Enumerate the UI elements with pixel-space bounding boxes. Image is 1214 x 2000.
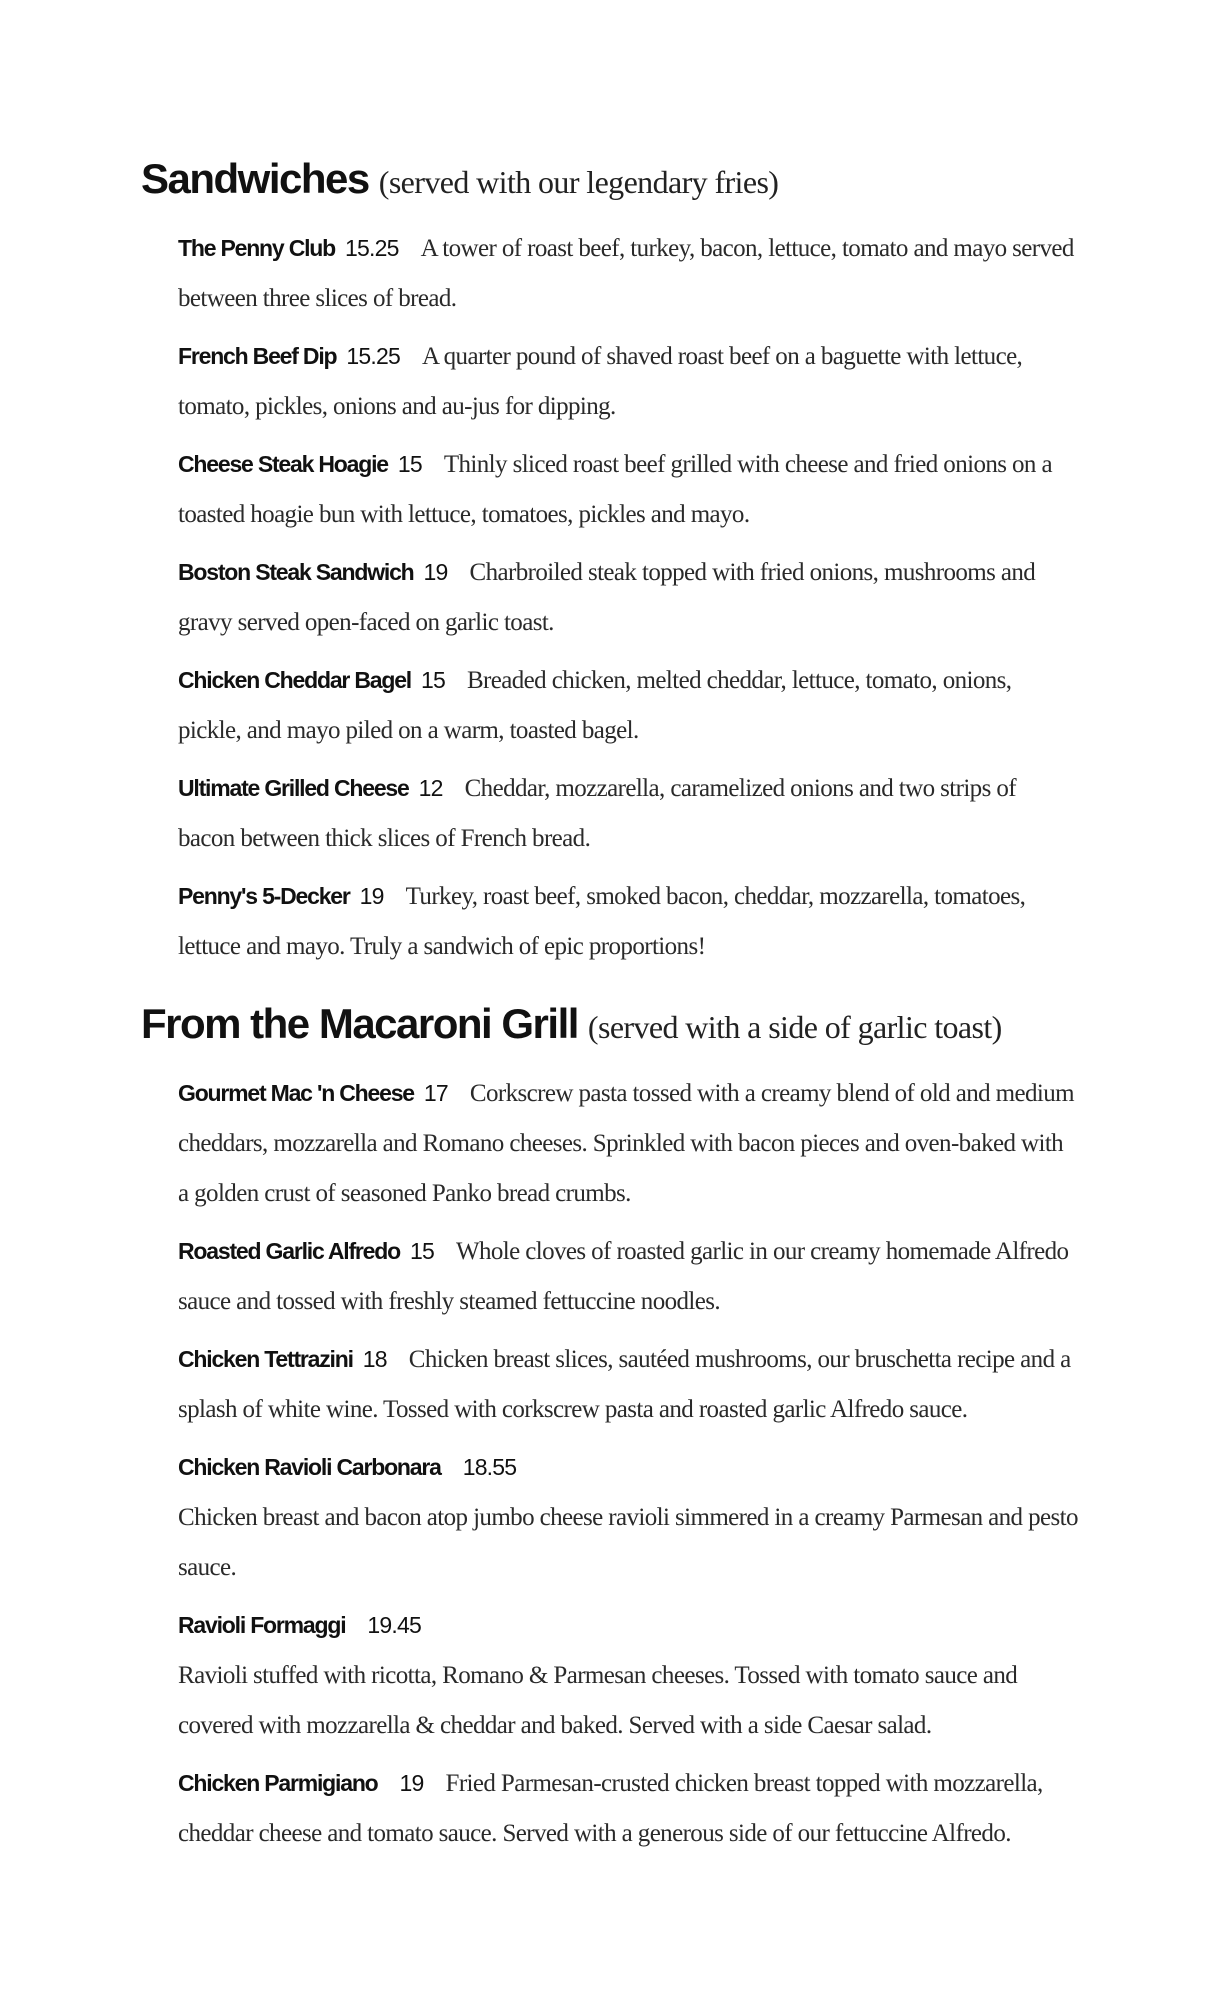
menu-item-boston-steak-sandwich (178, 547, 1078, 648)
menu-item-name: Chicken Parmigiano (178, 1770, 378, 1796)
menu-item-roasted-garlic-alfredo (178, 1226, 1078, 1327)
sandwiches-subtitle: (served with our legendary fries) (378, 164, 779, 200)
menu-item-price: 19 (359, 883, 384, 909)
menu-item-name: Boston Steak Sandwich (178, 559, 414, 585)
menu-item-description: A tower of roast beef, turkey, bacon, lettuce, tomato and mayo served between three slices of bread. (178, 235, 1074, 312)
menu-item-name: The Penny Club (178, 235, 335, 261)
macaroni-grill-subtitle: (served with a side of garlic toast) (587, 1009, 1002, 1045)
menu-item-name: Roasted Garlic Alfredo (178, 1238, 400, 1264)
menu-item-name: Ravioli Formaggi (178, 1612, 346, 1638)
menu-item-name: Chicken Ravioli Carbonara (178, 1454, 441, 1480)
macaroni-grill-heading (141, 1000, 1002, 1047)
macaroni-grill-title: From the Macaroni Grill (141, 1000, 578, 1047)
sandwiches-title: Sandwiches (141, 155, 369, 202)
menu-item-chicken-parmigiano (178, 1758, 1078, 1859)
menu-item-description: Thinly sliced roast beef grilled with cheese and fried onions on a toasted hoagie bun with lettuce, tomatoes, pickles and mayo. (178, 451, 1052, 528)
menu-item-french-beef-dip (178, 331, 1078, 432)
menu-item-chicken-cheddar-bagel (178, 655, 1078, 756)
menu-item-description: Corkscrew pasta tossed with a creamy blend of old and medium cheddars, mozzarella and Romano cheeses. Sprinkled with bacon pieces and oven-baked with a golden crust of seasoned Panko bread crumbs. (178, 1080, 1075, 1207)
menu-item-description: A quarter pound of shaved roast beef on a baguette with lettuce, tomato, pickles, onions and au-jus for dipping. (178, 343, 1023, 420)
menu-item-description: Fried Parmesan-crusted chicken breast topped with mozzarella, cheddar cheese and tomato sauce. Served with a generous side of our fettuccine Alfredo. (178, 1770, 1043, 1847)
menu-item-chicken-tettrazini (178, 1334, 1078, 1435)
menu-item-name: Penny's 5-Decker (178, 883, 350, 909)
menu-item-pennys-5-decker (178, 871, 1078, 972)
menu-item-cheese-steak-hoagie (178, 439, 1078, 540)
menu-item-description: Chicken breast slices, sautéed mushrooms, our bruschetta recipe and a splash of white wine. Tossed with corkscrew pasta and roasted garlic Alfredo sauce. (178, 1346, 1071, 1423)
menu-item-name: Cheese Steak Hoagie (178, 451, 388, 477)
menu-item-price: 17 (423, 1080, 448, 1106)
menu-item-price: 18 (362, 1346, 387, 1372)
menu-item-description: Cheddar, mozzarella, caramelized onions and two strips of bacon between thick slices of French bread. (178, 775, 1016, 852)
menu-item-ravioli-formaggi (178, 1600, 1078, 1751)
menu-item-ultimate-grilled-cheese (178, 763, 1078, 864)
menu-item-penny-club (178, 223, 1078, 324)
menu-item-name: French Beef Dip (178, 343, 337, 369)
menu-item-name: Chicken Tettrazini (178, 1346, 353, 1372)
sandwiches-heading (141, 155, 779, 202)
menu-item-price: 15 (409, 1238, 434, 1264)
menu-item-price: 15.25 (346, 343, 400, 369)
menu-item-description: Chicken breast and bacon atop jumbo cheese ravioli simmered in a creamy Parmesan and pesto sauce. (178, 1504, 1078, 1581)
menu-item-price: 12 (418, 775, 443, 801)
menu-item-description: Charbroiled steak topped with fried onions, mushrooms and gravy served open-faced on garlic toast. (178, 559, 1036, 636)
menu-item-price: 19 (399, 1770, 424, 1796)
menu-item-name: Ultimate Grilled Cheese (178, 775, 409, 801)
menu-item-price: 18.55 (462, 1454, 517, 1480)
menu-item-description: Ravioli stuffed with ricotta, Romano & Parmesan cheeses. Tossed with tomato sauce and covered with mozzarella & cheddar and baked. Served with a side Caesar salad. (178, 1662, 1018, 1739)
menu-item-price: 19 (423, 559, 448, 585)
menu-item-description: Turkey, roast beef, smoked bacon, cheddar, mozzarella, tomatoes, lettuce and mayo. Truly a sandwich of epic proportions! (178, 883, 1026, 960)
menu-item-chicken-ravioli-carbonara (178, 1442, 1078, 1593)
menu-item-gourmet-mac-n-cheese (178, 1068, 1078, 1219)
menu-item-name: Gourmet Mac 'n Cheese (178, 1080, 414, 1106)
menu-item-price: 15 (397, 451, 422, 477)
menu-item-price: 15 (420, 667, 445, 693)
menu-item-price: 19.45 (367, 1612, 421, 1638)
menu-item-price: 15.25 (345, 235, 399, 261)
menu-item-description: Whole cloves of roasted garlic in our creamy homemade Alfredo sauce and tossed with freshly steamed fettuccine noodles. (178, 1238, 1069, 1315)
menu-item-name: Chicken Cheddar Bagel (178, 667, 411, 693)
menu-item-description: Breaded chicken, melted cheddar, lettuce, tomato, onions, pickle, and mayo piled on a warm, toasted bagel. (178, 667, 1012, 744)
